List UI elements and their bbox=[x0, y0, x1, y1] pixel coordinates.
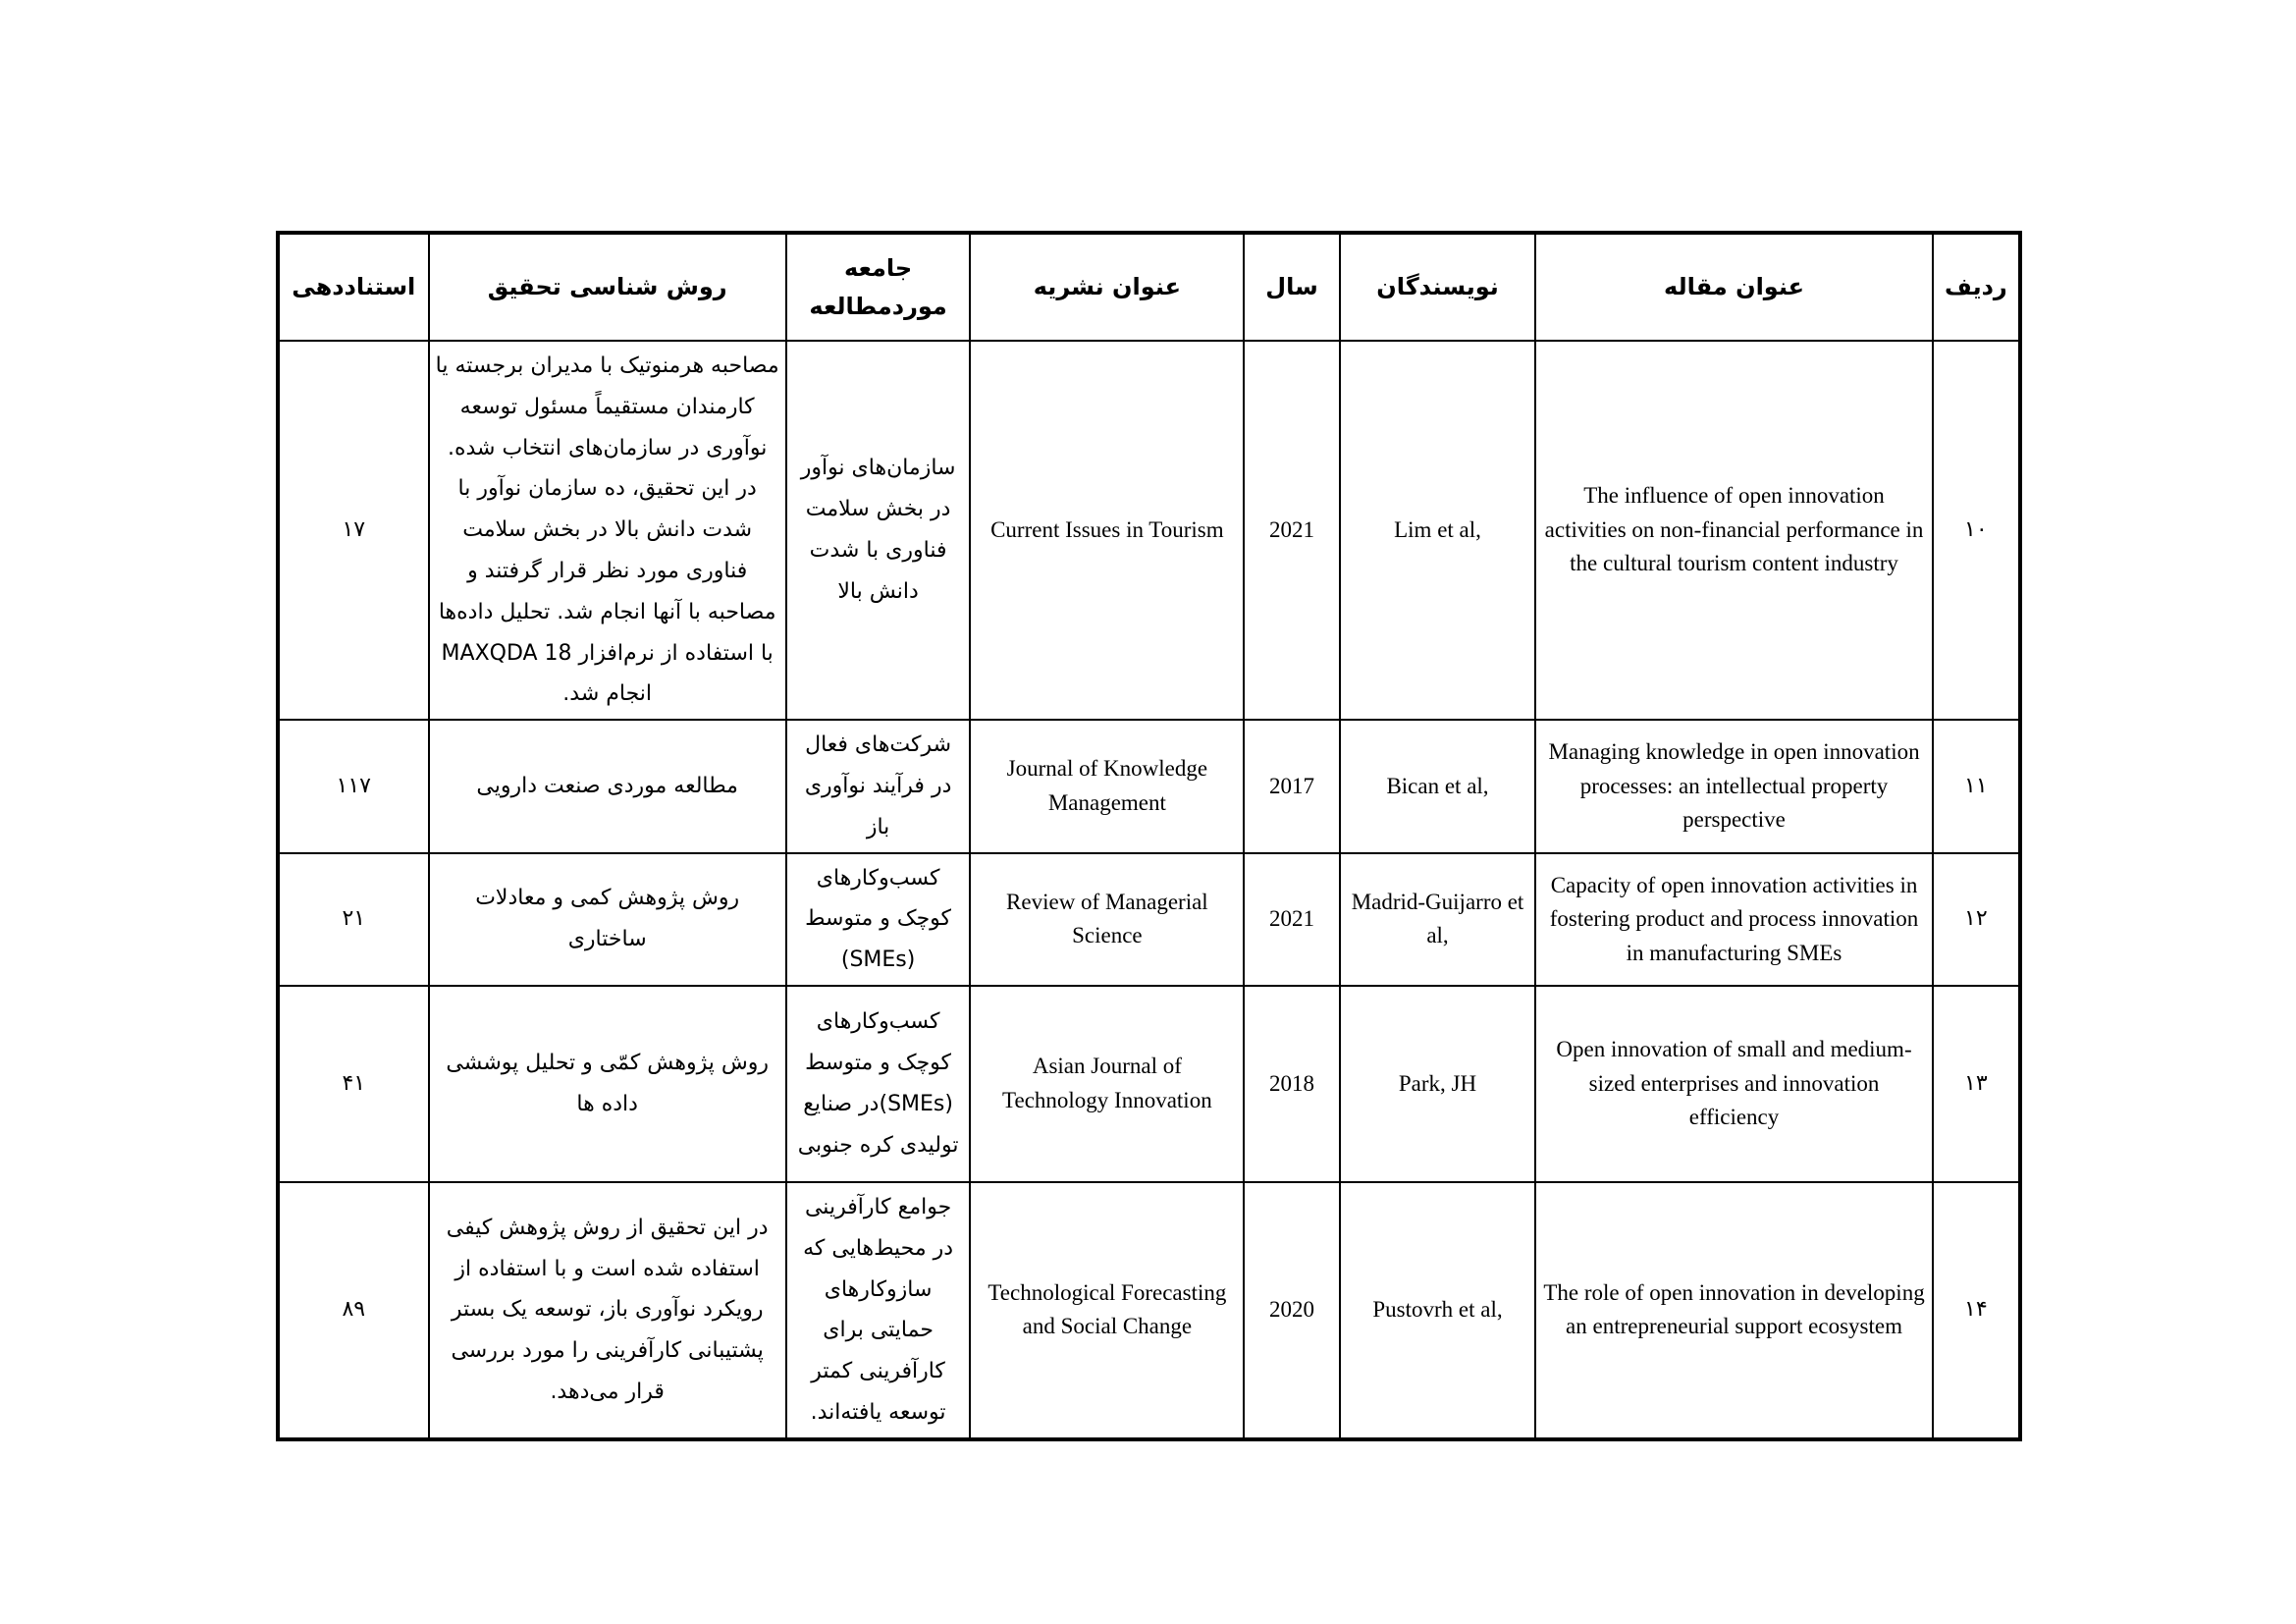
header-year: سال bbox=[1244, 233, 1339, 341]
header-article-title: عنوان مقاله bbox=[1535, 233, 1932, 341]
cell-year: 2017 bbox=[1244, 720, 1339, 852]
cell-citations: ۱۷ bbox=[278, 341, 429, 720]
header-authors: نویسندگان bbox=[1340, 233, 1536, 341]
cell-methodology: روش پژوهش کمی و معادلات ساختاری bbox=[429, 853, 786, 986]
cell-population: جوامع کارآفرینی در محیط‌هایی که سازوکارهای حمایتی برای کارآفرینی کمتر توسعه یافته‌اند. bbox=[786, 1182, 971, 1439]
table-row bbox=[278, 1182, 2020, 1439]
cell-article-title: Managing knowledge in open innovation processes: an intellectual property perspective bbox=[1535, 720, 1932, 852]
cell-year: 2021 bbox=[1244, 853, 1339, 986]
cell-radif: ۱۱ bbox=[1933, 720, 2020, 852]
articles-table-container bbox=[276, 231, 2022, 1441]
cell-citations: ۲۱ bbox=[278, 853, 429, 986]
cell-population: کسب‌وکارهای کوچک و متوسط (SMEs) bbox=[786, 853, 971, 986]
cell-article-title: The influence of open innovation activities on non-financial performance in the cultural tourism content industry bbox=[1535, 341, 1932, 720]
cell-year: 2021 bbox=[1244, 341, 1339, 720]
cell-journal: Review of Managerial Science bbox=[970, 853, 1244, 986]
cell-citations: ۴۱ bbox=[278, 986, 429, 1182]
cell-population: شرکت‌های فعال در فرآیند نوآوری باز bbox=[786, 720, 971, 852]
cell-article-title: The role of open innovation in developing an entrepreneurial support ecosystem bbox=[1535, 1182, 1932, 1439]
cell-radif: ۱۰ bbox=[1933, 341, 2020, 720]
cell-year: 2018 bbox=[1244, 986, 1339, 1182]
cell-journal: Current Issues in Tourism bbox=[970, 341, 1244, 720]
research-articles-table bbox=[276, 231, 2022, 1441]
cell-authors: Bican et al, bbox=[1340, 720, 1536, 852]
cell-population: سازمان‌های نوآور در بخش سلامت فناوری با شدت دانش بالا bbox=[786, 341, 971, 720]
cell-authors: Lim et al, bbox=[1340, 341, 1536, 720]
table-header-row bbox=[278, 233, 2020, 341]
cell-citations: ۱۱۷ bbox=[278, 720, 429, 852]
cell-authors: Park, JH bbox=[1340, 986, 1536, 1182]
cell-authors: Pustovrh et al, bbox=[1340, 1182, 1536, 1439]
cell-journal: Technological Forecasting and Social Change bbox=[970, 1182, 1244, 1439]
cell-year: 2020 bbox=[1244, 1182, 1339, 1439]
cell-methodology: مطالعه موردی صنعت دارویی bbox=[429, 720, 786, 852]
cell-journal: Asian Journal of Technology Innovation bbox=[970, 986, 1244, 1182]
cell-radif: ۱۲ bbox=[1933, 853, 2020, 986]
cell-methodology: روش پژوهش کمّی و تحلیل پوششی داده ها bbox=[429, 986, 786, 1182]
cell-authors: Madrid-Guijarro et al, bbox=[1340, 853, 1536, 986]
cell-radif: ۱۴ bbox=[1933, 1182, 2020, 1439]
cell-article-title: Capacity of open innovation activities in fostering product and process innovation in manufacturing SMEs bbox=[1535, 853, 1932, 986]
table-row bbox=[278, 986, 2020, 1182]
cell-radif: ۱۳ bbox=[1933, 986, 2020, 1182]
header-citations: استناددهی bbox=[278, 233, 429, 341]
cell-population: کسب‌وکارهای کوچک و متوسط (SMEs)در صنایع تولیدی کره جنوبی bbox=[786, 986, 971, 1182]
cell-citations: ۸۹ bbox=[278, 1182, 429, 1439]
header-radif: ردیف bbox=[1933, 233, 2020, 341]
header-journal: عنوان نشریه bbox=[970, 233, 1244, 341]
cell-methodology: مصاحبه هرمنوتیک با مدیران برجسته یا کارمندان مستقیماً مسئول توسعه نوآوری در سازمان‌های انتخاب شده. در این تحقیق، ده سازمان نوآور با شدت دانش بالا در بخش سلامت فناوری مورد نظر قرار گرفتند و مصاحبه با آنها انجام شد. تحلیل داده‌ها با استفاده از نرم‌افزار MAXQDA 18 انجام شد. bbox=[429, 341, 786, 720]
table-row bbox=[278, 720, 2020, 852]
header-population: جامعه موردمطالعه bbox=[786, 233, 971, 341]
table-row bbox=[278, 853, 2020, 986]
cell-article-title: Open innovation of small and medium-sized enterprises and innovation efficiency bbox=[1535, 986, 1932, 1182]
cell-journal: Journal of Knowledge Management bbox=[970, 720, 1244, 852]
header-methodology: روش شناسی تحقیق bbox=[429, 233, 786, 341]
table-row bbox=[278, 341, 2020, 720]
cell-methodology: در این تحقیق از روش پژوهش کیفی استفاده شده است و با استفاده از رویکرد نوآوری باز، توسعه یک بستر پشتیبانی کارآفرینی را مورد بررسی قرار می‌دهد. bbox=[429, 1182, 786, 1439]
